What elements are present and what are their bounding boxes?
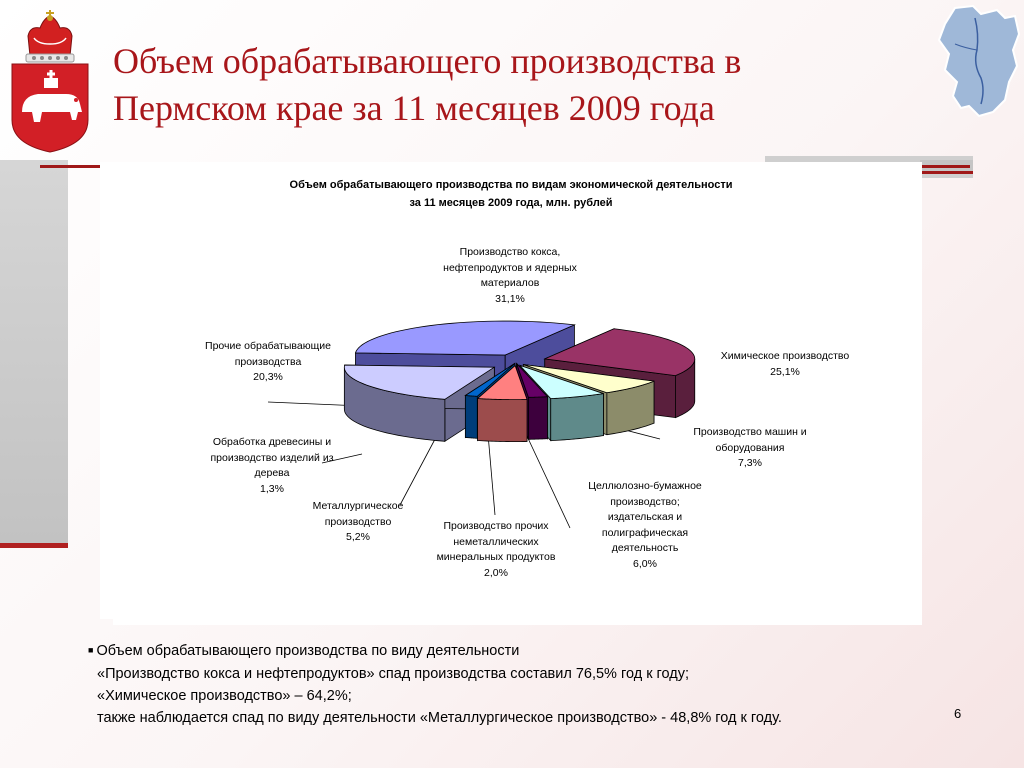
label-other: Прочие обрабатывающие производства 20,3%: [205, 340, 331, 383]
note-line-3: «Химическое производство» – 64,2%;: [97, 688, 352, 704]
chart-title-line-2: за 11 месяцев 2009 года, млн. рублей: [409, 197, 613, 209]
perm-coat-of-arms-icon: [8, 8, 92, 154]
slide-title-line-2: Пермском крае за 11 месяцев 2009 года: [113, 88, 715, 128]
label-nonmetallic: Производство прочих неметаллических минеральных продуктов 2,0%: [436, 520, 556, 579]
leader-pulp-paper: [526, 434, 570, 528]
label-wood: Обработка древесины и производство изделий из дерева 1,3%: [210, 436, 334, 495]
notes-block: [88, 640, 948, 729]
page-number: 6: [954, 706, 962, 721]
pie-slices: [344, 321, 694, 442]
left-decor-bar: [0, 160, 68, 545]
label-coke-petroleum: Производство кокса, нефтепродуктов и ядерных материалов 31,1%: [443, 246, 577, 305]
slide-title-line-1: Объем обрабатывающего производства в: [113, 41, 742, 81]
bullet-marker-icon: ■: [88, 645, 94, 655]
note-line-1: ■ Объем обрабатывающего производства по виду деятельности: [88, 643, 520, 659]
perm-region-map-icon: [935, 4, 1021, 119]
label-metallurgy: Металлургическое производство 5,2%: [312, 500, 404, 543]
left-decor-red-line: [0, 543, 68, 548]
chart-title-line-1: Объем обрабатывающего производства по видам экономической деятельности: [289, 179, 733, 191]
note-line-4: также наблюдается спад по виду деятельности «Металлургическое производство» - 48,8% год к году.: [97, 710, 782, 726]
label-pulp-paper: Целлюлозно-бумажное производство; издательская и полиграфическая деятельность 6,0%: [588, 480, 702, 570]
chart-panel: [100, 162, 922, 619]
slide-title: [113, 38, 913, 132]
label-machinery: Производство машин и оборудования 7,3%: [693, 426, 807, 469]
leader-nonmetallic: [488, 434, 495, 515]
top-right-red-line: [920, 171, 973, 174]
label-chemical: Химическое производство 25,1%: [720, 350, 850, 378]
note-line-2: «Производство кокса и нефтепродуктов» спад производства составил 76,5% год к году;: [97, 666, 690, 682]
